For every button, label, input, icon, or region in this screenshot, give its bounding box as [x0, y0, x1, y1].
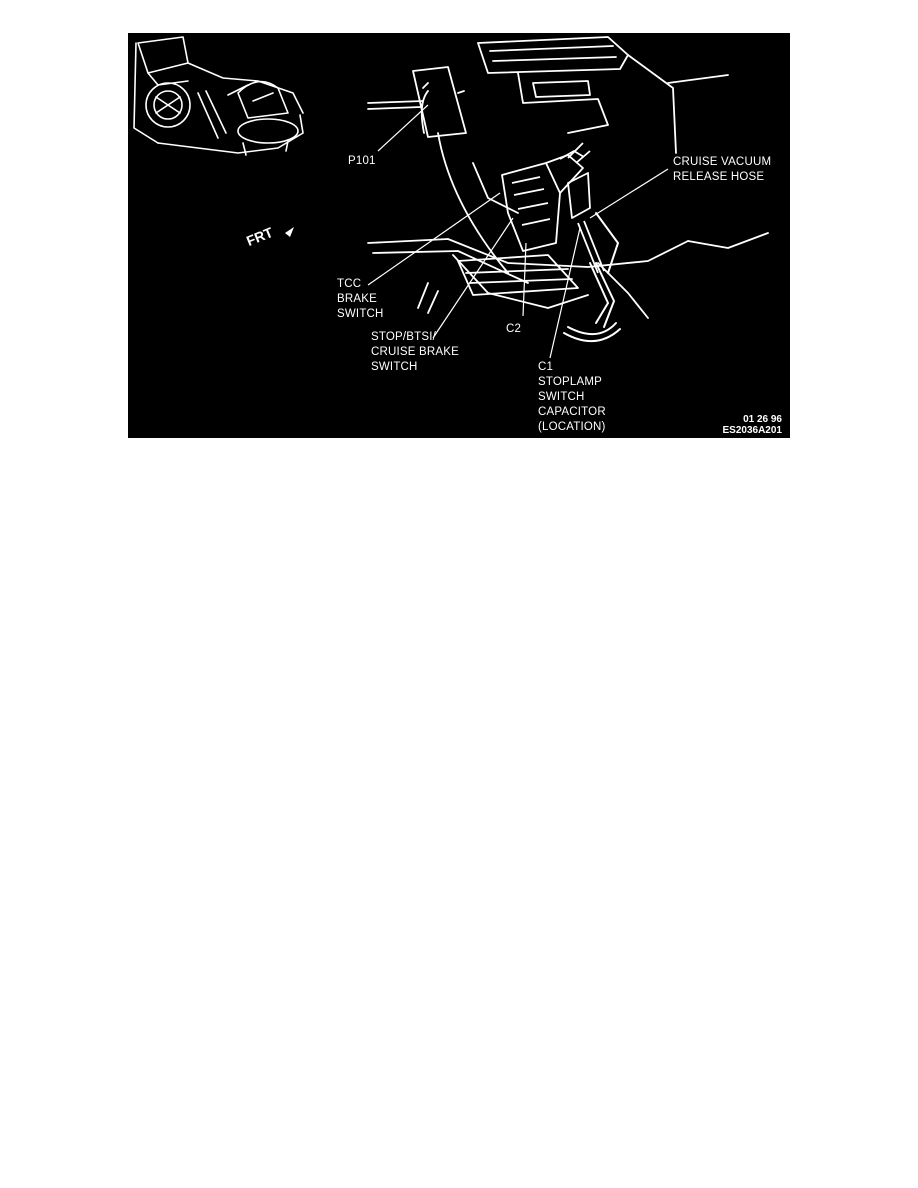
label-cruise-hose-line-2: RELEASE HOSE [673, 171, 765, 183]
leader-lines [368, 105, 668, 358]
brake-pedal-area-illustration [128, 33, 790, 438]
label-stop-line-2: CRUISE BRAKE [371, 346, 460, 358]
label-cruise-hose-line-1: CRUISE VACUUM [673, 156, 772, 168]
diagram-figure [128, 33, 790, 438]
label-p101: P101 [348, 155, 376, 167]
label-tcc-line-2: BRAKE [337, 293, 377, 305]
label-c1-line-2: STOPLAMP [538, 376, 603, 388]
brake-switch-assembly [502, 143, 604, 273]
front-arrow-icon [285, 227, 294, 237]
label-stop-btsi-cruise-brake-switch [371, 330, 459, 375]
label-c1-line-1: C1 [538, 361, 554, 373]
label-stop-line-3: SWITCH [371, 361, 418, 373]
figure-code-id: ES2036A201 [722, 425, 782, 436]
label-tcc-line-3: SWITCH [337, 308, 384, 320]
label-tcc-line-1: TCC [337, 278, 362, 290]
label-cruise-vacuum-release-hose [673, 155, 771, 185]
label-c1-line-3: SWITCH [538, 391, 585, 403]
label-c2: C2 [506, 323, 522, 335]
label-c1-stoplamp-switch-capacitor [538, 360, 606, 435]
car-overview-drawing [134, 37, 303, 155]
label-tcc-brake-switch [337, 277, 384, 322]
figure-code-date: 01 26 96 [743, 414, 782, 425]
front-direction-label: FRT [244, 223, 276, 249]
label-c1-line-4: CAPACITOR [538, 406, 606, 418]
label-stop-line-1: STOP/BTSI/ [371, 331, 437, 343]
label-c1-line-5: (LOCATION) [538, 421, 606, 433]
figure-code [723, 414, 783, 436]
